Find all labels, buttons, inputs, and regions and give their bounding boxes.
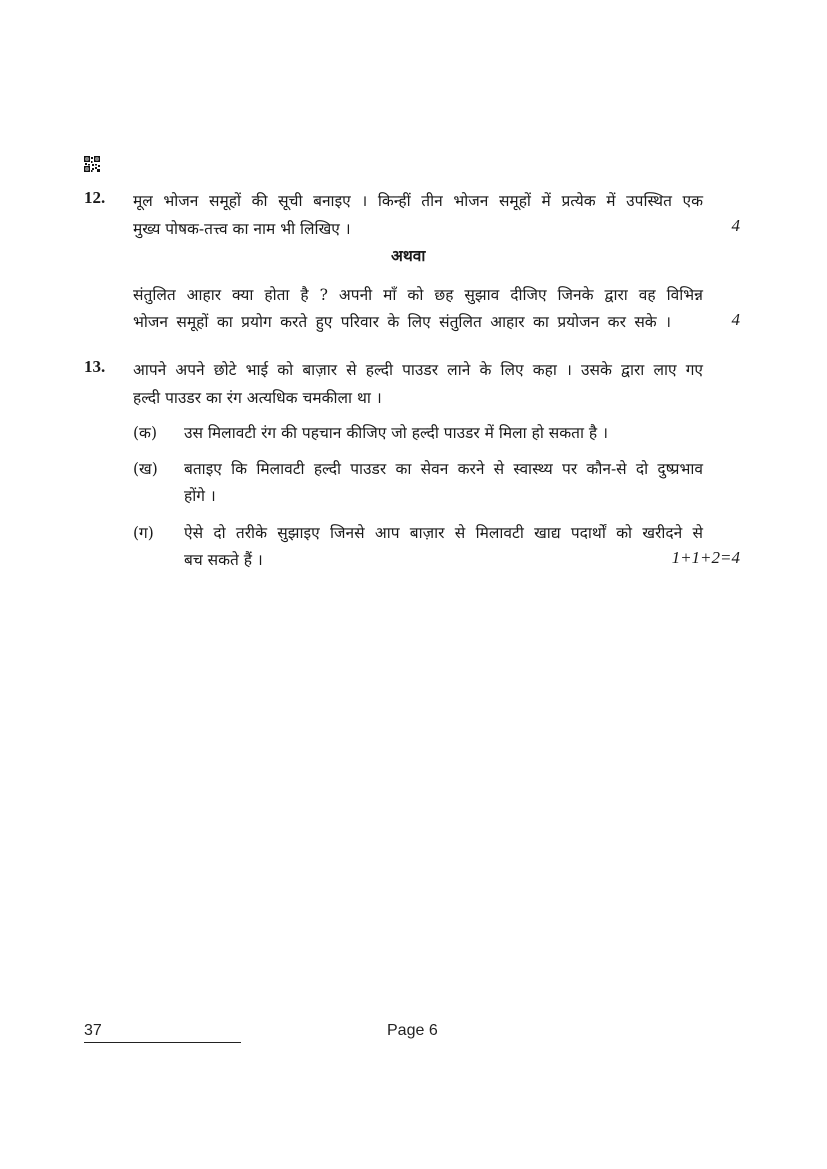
question-13-part-text: ऐसे दो तरीके सुझाइए जिनसे आप बाज़ार से मिलावटी खाद्य पदार्थों को खरीदने से	[184, 524, 703, 542]
footer-divider	[84, 1042, 241, 1043]
question-12-marks: 4	[731, 216, 740, 235]
or-heading: अथवा	[391, 246, 426, 265]
question-13-part-text-continuation: होंगे ।	[184, 487, 216, 505]
question-13-part-text: बताइए कि मिलावटी हल्दी पाउडर का सेवन करने से स्वास्थ्य पर कौन-से दो दुष्प्रभाव	[184, 460, 703, 478]
question-13-part-label: (क)	[133, 424, 157, 442]
question-13-part-text-continuation: बच सकते हैं ।	[184, 551, 263, 569]
question-13-number: 13.	[84, 357, 106, 376]
question-13-text-line-1: आपने अपने छोटे भाई को बाज़ार से हल्दी पाउडर लाने के लिए कहा । उसके द्वारा लाए गए	[133, 361, 703, 379]
question-12-alt-marks: 4	[731, 310, 740, 329]
page-number: Page 6	[387, 1022, 438, 1039]
question-13-part-text: उस मिलावटी रंग की पहचान कीजिए जो हल्दी पाउडर में मिला हो सकता है ।	[184, 424, 608, 442]
question-12-number: 12.	[84, 188, 106, 207]
question-12-alt-text-line-2: भोजन समूहों का प्रयोग करते हुए परिवार के लिए संतुलित आहार का प्रयोजन कर सके ।	[133, 313, 671, 331]
question-12-text-line-2: मुख्य पोषक-तत्त्व का नाम भी लिखिए ।	[133, 220, 351, 238]
question-12-alt-text-line-1: संतुलित आहार क्या होता है ? अपनी माँ को छह सुझाव दीजिए जिनके द्वारा वह विभिन्न	[133, 286, 703, 304]
qr-code-icon	[84, 156, 100, 172]
question-13-text-line-2: हल्दी पाउडर का रंग अत्यधिक चमकीला था ।	[133, 389, 382, 407]
paper-code: 37	[84, 1022, 102, 1039]
question-13-marks: 1+1+2=4	[671, 548, 740, 567]
question-13-part-label: (ख)	[133, 460, 158, 478]
question-12-text-line-1: मूल भोजन समूहों की सूची बनाइए । किन्हीं तीन भोजन समूहों में प्रत्येक में उपस्थित एक	[133, 192, 704, 210]
question-13-part-label: (ग)	[133, 524, 154, 542]
